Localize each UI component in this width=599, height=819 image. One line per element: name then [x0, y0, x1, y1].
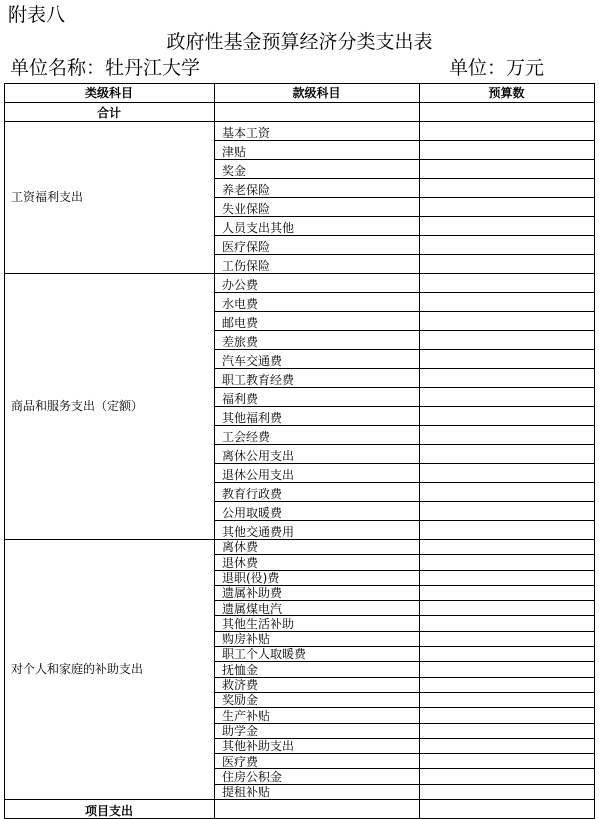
category-wages-welfare: 工资福利支出	[11, 190, 84, 204]
column-header: 款级科目	[292, 86, 341, 100]
subject-item: 教育行政费	[222, 487, 283, 501]
subject-item: 人员支出其他	[222, 221, 295, 235]
subject-item: 失业保险	[222, 202, 271, 216]
subject-item: 退休费	[222, 555, 259, 570]
subject-item: 离休公用支出	[222, 449, 295, 463]
subject-item: 其他补助支出	[222, 739, 295, 754]
column-header: 类级科目	[84, 86, 133, 100]
grid-line	[4, 539, 595, 540]
subject-item: 工会经费	[222, 430, 271, 444]
grid-line	[214, 292, 595, 293]
grid-line	[4, 121, 595, 122]
grid-line	[214, 349, 595, 350]
subject-item: 其他福利费	[222, 411, 283, 425]
subject-item: 公用取暖费	[222, 506, 283, 520]
grid-line	[214, 330, 595, 331]
grid-line	[4, 799, 595, 800]
category-goods-services: 商品和服务支出（定额）	[11, 399, 144, 413]
subject-item: 办公费	[222, 278, 259, 292]
grid-line	[4, 273, 595, 274]
subject-item: 水电费	[222, 297, 259, 311]
grid-line	[214, 707, 595, 708]
grid-line	[214, 677, 595, 678]
subject-item: 基本工资	[222, 126, 271, 140]
grid-line	[214, 661, 595, 662]
subject-item: 遗属补助费	[222, 586, 283, 601]
grid-line	[4, 102, 595, 103]
grid-line	[214, 723, 595, 724]
grid-line	[214, 600, 595, 601]
subject-item: 遗属煤电汽	[222, 601, 283, 616]
subject-item: 奖金	[222, 164, 247, 178]
subject-item: 养老保险	[222, 183, 271, 197]
grid-line	[214, 406, 595, 407]
column-header: 预算数	[488, 86, 525, 100]
subject-item: 助学金	[222, 723, 259, 738]
page-title: 政府性基金预算经济分类支出表	[166, 31, 433, 53]
grid-line	[214, 520, 595, 521]
grid-line	[214, 368, 595, 369]
subject-item: 福利费	[222, 392, 259, 406]
subject-item: 职工个人取暖费	[222, 647, 307, 662]
subject-item: 退职(役)费	[222, 570, 280, 585]
grid-line	[214, 311, 595, 312]
grid-line	[4, 83, 595, 84]
unit-name: 单位名称：牡丹江大学	[10, 57, 201, 79]
total-row-label: 合计	[96, 106, 121, 120]
grid-line	[214, 615, 595, 616]
attachment-label: 附表八	[8, 4, 66, 26]
subject-item: 奖励金	[222, 693, 259, 708]
grid-line	[214, 692, 595, 693]
grid-line	[214, 554, 595, 555]
grid-line	[214, 235, 595, 236]
subject-item: 购房补贴	[222, 632, 271, 647]
grid-line	[214, 216, 595, 217]
grid-line	[214, 140, 595, 141]
subject-item: 职工教育经费	[222, 373, 295, 387]
unit-money: 单位：万元	[449, 57, 545, 79]
grid-line	[214, 197, 595, 198]
subject-item: 医疗费	[222, 754, 259, 769]
grid-line	[214, 768, 595, 769]
subject-item: 生产补贴	[222, 708, 271, 723]
subject-item: 退休公用支出	[222, 468, 295, 482]
grid-line	[214, 631, 595, 632]
grid-line	[214, 463, 595, 464]
grid-line	[214, 482, 595, 483]
subject-item: 抚恤金	[222, 662, 259, 677]
grid-line	[4, 83, 5, 819]
grid-line	[214, 784, 595, 785]
subject-item: 救济费	[222, 678, 259, 692]
grid-line	[214, 425, 595, 426]
subject-item: 其他生活补助	[222, 616, 295, 631]
category-family-subsidy: 对个人和家庭的补助支出	[11, 662, 144, 676]
grid-line	[214, 501, 595, 502]
grid-line	[419, 83, 420, 819]
grid-line	[214, 254, 595, 255]
grid-line	[214, 444, 595, 445]
subject-item: 津贴	[222, 145, 247, 159]
subject-item: 提租补贴	[222, 785, 271, 800]
grid-line	[214, 753, 595, 754]
subject-item: 汽车交通费	[222, 354, 283, 368]
grid-line	[594, 83, 595, 819]
grid-line	[214, 178, 595, 179]
grid-line	[214, 83, 215, 819]
subject-item: 住房公积金	[222, 769, 283, 784]
subject-item: 其他交通费用	[222, 525, 295, 539]
project-row-label: 项目支出	[84, 804, 133, 818]
subject-item: 医疗保险	[222, 240, 271, 254]
subject-item: 差旅费	[222, 335, 259, 349]
grid-line	[214, 387, 595, 388]
subject-item: 离休费	[222, 540, 259, 555]
subject-item: 邮电费	[222, 316, 259, 330]
grid-line	[214, 159, 595, 160]
subject-item: 工伤保险	[222, 259, 271, 273]
